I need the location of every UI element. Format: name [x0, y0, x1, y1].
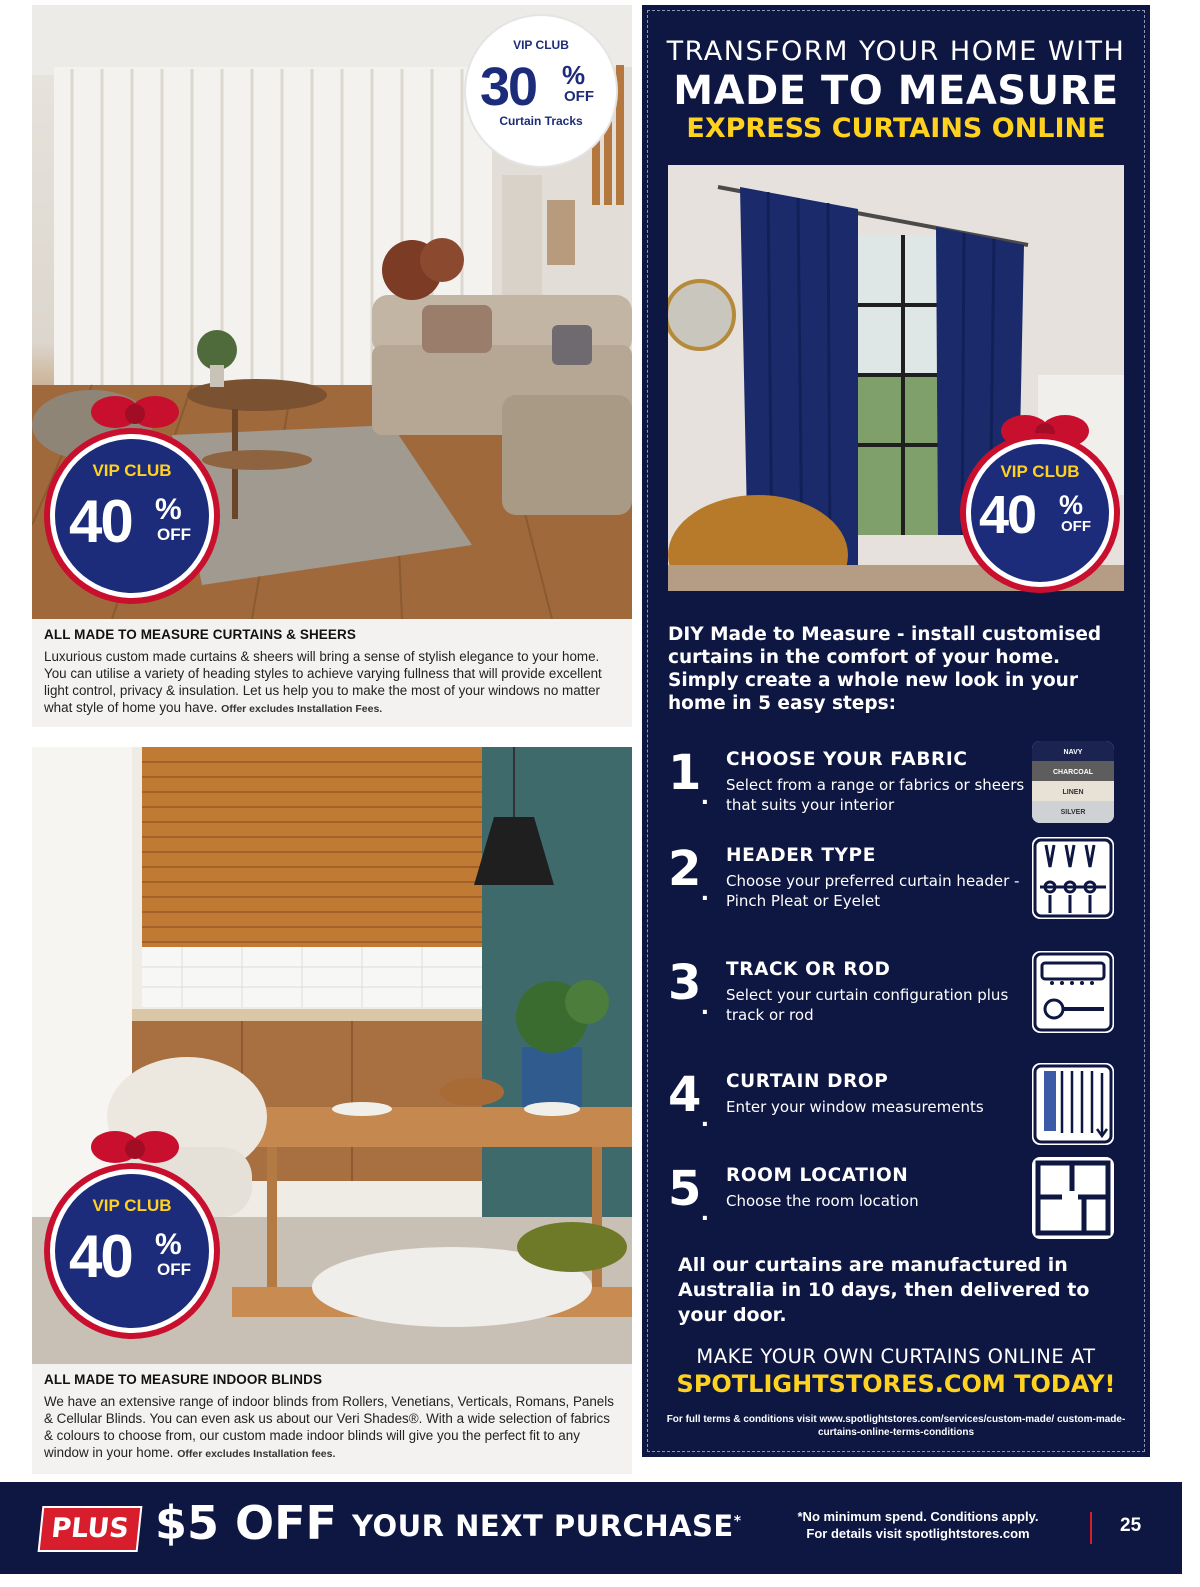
badge-off: OFF: [1061, 518, 1091, 535]
step-desc: Choose the room location: [726, 1192, 919, 1210]
step-desc: Select from a range or fabrics or sheers that suits your interior: [726, 776, 1025, 814]
blinds-caption-body: [44, 1393, 620, 1463]
step-dot: .: [701, 779, 709, 810]
header-type-icon: [1032, 837, 1114, 919]
badge-percent: %: [155, 493, 182, 526]
swatch-label: SILVER: [1060, 809, 1086, 816]
swatch-label: LINEN: [1062, 789, 1084, 796]
blinds-caption: [32, 1364, 632, 1474]
swatch-label: NAVY: [1063, 749, 1083, 756]
cta-line1: MAKE YOUR OWN CURTAINS ONLINE AT: [696, 1345, 1096, 1368]
step-number: 5: [668, 1161, 702, 1217]
badge-off: OFF: [157, 525, 191, 544]
step-3: [668, 955, 1124, 1045]
track-badge-percent: %: [562, 60, 586, 90]
curtains-caption-note: Offer excludes Installation Fees.: [221, 703, 383, 715]
floor-plan-icon: [1032, 1157, 1114, 1239]
badge-vip-label: VIP CLUB: [1000, 462, 1080, 481]
next-purchase-text: [352, 1509, 742, 1543]
step-desc: Enter your window measurements: [726, 1098, 984, 1116]
curtains-caption-title: ALL MADE TO MEASURE CURTAINS & SHEERS: [44, 627, 356, 642]
fabric-swatches-icon: [1032, 741, 1114, 823]
step-2: [668, 841, 1124, 931]
made-to-measure-panel: [642, 5, 1150, 1457]
panel-heading-line3: EXPRESS CURTAINS ONLINE: [686, 113, 1106, 144]
bottom-margin: [0, 1574, 1200, 1587]
footer-divider: [1090, 1512, 1092, 1544]
plus-badge: [38, 1506, 143, 1552]
footer-banner: [0, 1482, 1182, 1574]
step-number: 1: [668, 745, 702, 801]
step-dot: .: [701, 989, 709, 1020]
step-4: [668, 1067, 1124, 1157]
step-title: HEADER TYPE: [726, 845, 876, 866]
step-title: ROOM LOCATION: [726, 1165, 909, 1186]
step-number: 2: [668, 841, 702, 897]
next-purchase-asterisk: *: [733, 1513, 742, 1530]
vip-club-40-badge: [44, 1163, 220, 1339]
step-title: TRACK OR ROD: [726, 959, 891, 980]
track-badge-vip: VIP CLUB: [513, 38, 569, 52]
footer-conditions: [778, 1508, 1058, 1542]
track-badge-number: 30: [480, 57, 537, 117]
step-number: 3: [668, 955, 702, 1011]
swatch-label: CHARCOAL: [1052, 769, 1094, 776]
badge-vip-label: VIP CLUB: [92, 461, 172, 480]
blinds-caption-text: We have an extensive range of indoor blinds from Rollers, Venetians, Verticals, Romans, Panels & Cellular Blinds. You can even ask us about our Veri Shades®. With a wide selection of fabrics & colours to choose from, our custom made indoor blinds will give you the perfect fit to any window in your home.: [44, 1394, 614, 1460]
step-desc: Choose your preferred curtain header - Pinch Pleat or Eyelet: [726, 872, 1020, 910]
badge-percent: %: [155, 1228, 182, 1261]
plus-label: PLUS: [49, 1513, 131, 1544]
step-number: 4: [668, 1067, 702, 1123]
cta-website[interactable]: SPOTLIGHTSTORES.COM TODAY!: [676, 1370, 1116, 1398]
track-badge-off: OFF: [564, 88, 594, 105]
panel-heading-line2: MADE TO MEASURE: [673, 68, 1119, 114]
panel-intro: DIY Made to Measure - install customised curtains in the comfort of your home. Simply create a whole new look in your home in 5 easy steps:: [668, 624, 1102, 714]
badge-percent: %: [1059, 490, 1084, 520]
panel-heading-line1: TRANSFORM YOUR HOME WITH: [666, 36, 1126, 67]
step-dot: .: [701, 1101, 709, 1132]
badge-vip-label: VIP CLUB: [92, 1196, 172, 1215]
blinds-caption-title: ALL MADE TO MEASURE INDOOR BLINDS: [44, 1372, 323, 1387]
step-1: [668, 745, 1124, 835]
blinds-caption-note: Offer excludes Installation fees.: [177, 1448, 336, 1460]
page-number: 25: [1120, 1515, 1142, 1536]
step-title: CURTAIN DROP: [726, 1071, 889, 1092]
curtains-caption: [32, 619, 632, 727]
badge-number: 40: [69, 1223, 132, 1290]
step-dot: .: [701, 875, 709, 906]
terms-note: For full terms & conditions visit www.spotlightstores.com/services/custom-made/ custom-made-curtains-online-terms-conditions: [666, 1414, 1126, 1438]
conditions-line2: For details visit spotlightstores.com: [806, 1526, 1030, 1541]
curtain-tracks-badge: [466, 16, 616, 166]
manufactured-statement: All our curtains are manufactured in Australia in 10 days, then delivered to your door.: [678, 1254, 1090, 1326]
vip-club-40-badge: [44, 428, 220, 604]
step-5: [668, 1161, 1124, 1251]
curtain-drop-icon: [1032, 1063, 1114, 1145]
badge-off: OFF: [157, 1260, 191, 1279]
step-title: CHOOSE YOUR FABRIC: [726, 749, 968, 770]
badge-number: 40: [69, 488, 132, 555]
badge-number: 40: [979, 485, 1036, 545]
curtains-caption-text: Luxurious custom made curtains & sheers will bring a sense of stylish elegance to your home. You can utilise a variety of heading styles to achieve varying fullness that will provide excellent light control, privacy & insulation. Let us help you to make the most of your windows no matter what style of home you have.: [44, 649, 602, 715]
step-desc: Select your curtain configuration plus track or rod: [726, 986, 1009, 1024]
vip-club-40-badge: [960, 433, 1120, 593]
curtains-caption-body: [44, 648, 620, 718]
conditions-line1: *No minimum spend. Conditions apply.: [797, 1509, 1039, 1524]
track-badge-label: Curtain Tracks: [499, 114, 583, 128]
next-purchase-label: YOUR NEXT PURCHASE: [352, 1509, 734, 1543]
track-rod-icon: [1032, 951, 1114, 1033]
step-dot: .: [701, 1195, 709, 1226]
five-off-text: $5 OFF: [155, 1496, 337, 1550]
